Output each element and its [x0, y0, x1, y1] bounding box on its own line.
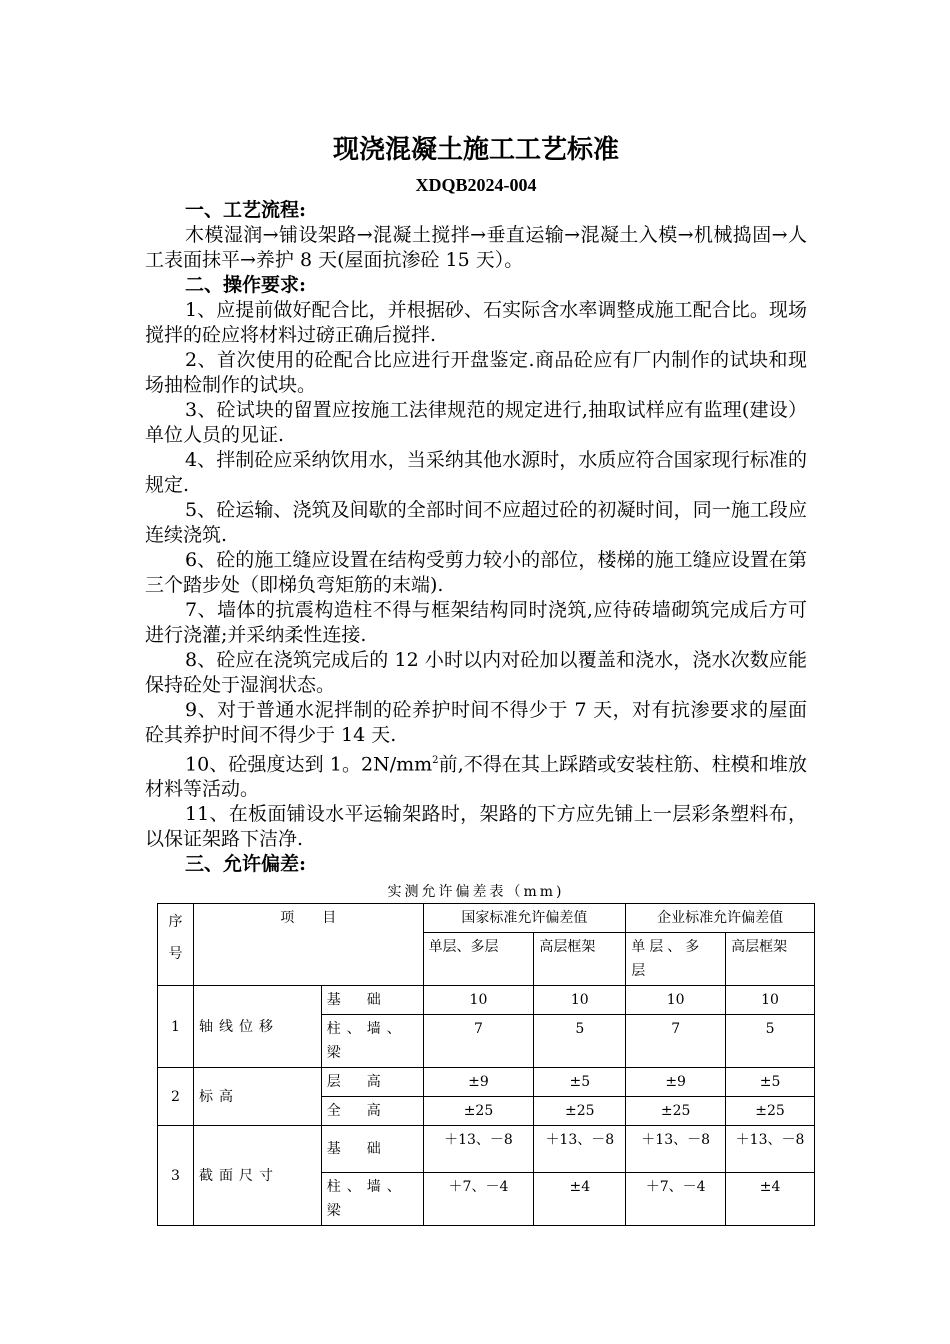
row-no: 2	[158, 1068, 194, 1126]
table-cell: ±9	[423, 1068, 534, 1097]
section-heading-tolerance: 三、允许偏差:	[185, 853, 307, 876]
requirement-item: 5、砼运输、浇筑及间歇的全部时间不应超过砼的初凝时间，同一施工段应连续浇筑.	[145, 499, 807, 546]
table-header-row	[158, 904, 815, 933]
header-item: 项 目	[193, 904, 423, 986]
row-item-name: 轴线位移	[193, 986, 321, 1068]
table-cell: ±4	[534, 1173, 626, 1226]
section-heading-process: 一、工艺流程:	[185, 199, 307, 221]
table-cell: 7	[423, 1015, 534, 1068]
table-cell: ±25	[534, 1097, 626, 1126]
document-title: 现浇混凝土施工工艺标准	[332, 135, 619, 165]
table-cell: ＋13、－8	[726, 1126, 815, 1173]
table-caption: 实测允许偏差表（mm)	[387, 884, 565, 901]
header-national: 国家标准允许偏差值	[423, 904, 626, 933]
req10-superscript: 2	[432, 755, 439, 766]
requirement-item: 9、对于普通水泥拌制的砼养护时间不得少于 7 天，对有抗渗要求的屋面砼其养护时间不得少于 14 天.	[145, 699, 807, 746]
table-cell: 10	[423, 986, 534, 1015]
requirement-item: 11、在板面铺设水平运输架路时，架路的下方应先铺上一层彩条塑料布，以保证架路下洁净.	[145, 803, 807, 851]
table-cell: 10	[726, 986, 815, 1015]
table-cell: ±25	[726, 1097, 815, 1126]
table-cell: ＋13、－8	[626, 1126, 726, 1173]
table-row	[158, 1068, 815, 1097]
table-cell: ±5	[726, 1068, 815, 1097]
header-enterprise: 企业标准允许偏差值	[626, 904, 815, 933]
table-cell: ±5	[534, 1068, 626, 1097]
process-flow-text: 木模湿润→铺设架路→混凝土搅拌→垂直运输→混凝土入模→机械捣固→人工表面抹平→养护 8 天(屋面抗渗砼 15 天）。	[145, 224, 807, 271]
table-cell: ＋7、－4	[626, 1173, 726, 1226]
table-cell: 5	[726, 1015, 815, 1068]
row-sub-item: 层 高	[321, 1068, 423, 1097]
requirement-item: 6、砼的施工缝应设置在结构受剪力较小的部位，楼梯的施工缝应设置在第三个踏步处（即梯负弯矩筋的末端).	[145, 549, 807, 596]
table-cell: ±9	[626, 1068, 726, 1097]
table-cell: 10	[626, 986, 726, 1015]
row-no: 3	[158, 1126, 194, 1226]
requirement-item: 1、应提前做好配合比，并根据砂、石实际含水率调整成施工配合比。现场搅拌的砼应将材料过磅正确后搅拌.	[145, 299, 807, 346]
header-no: 序号	[158, 904, 194, 986]
table-cell: 7	[626, 1015, 726, 1068]
table-cell: 10	[534, 986, 626, 1015]
header-high-frame-2: 高层框架	[726, 933, 815, 986]
table-row	[158, 986, 815, 1015]
row-sub-item: 基 础	[321, 1126, 423, 1173]
table-cell: ＋13、－8	[534, 1126, 626, 1173]
row-item-name: 标高	[193, 1068, 321, 1126]
document-code: XDQB2024-004	[415, 175, 537, 195]
req10-text-before: 10、砼强度达到 1。2N/mm	[185, 753, 433, 776]
row-no: 1	[158, 986, 194, 1068]
tolerance-table	[157, 903, 815, 1226]
req10-text-after: 前,不得在其上踩踏或安装柱筋、柱模和堆放材料等活动。	[145, 753, 808, 801]
row-sub-item: 柱、墙、梁	[321, 1173, 423, 1226]
table-cell: ＋13、－8	[423, 1126, 534, 1173]
row-sub-item: 柱、墙、梁	[321, 1015, 423, 1068]
header-high-frame: 高层框架	[534, 933, 626, 986]
table-row	[158, 1126, 815, 1173]
requirement-item: 4、拌制砼应采纳饮用水，当采纳其他水源时，水质应符合国家现行标准的规定.	[145, 449, 807, 496]
header-single-multi-2: 单层、多层	[626, 933, 726, 986]
requirement-item-10	[145, 748, 807, 802]
requirement-item: 2、首次使用的砼配合比应进行开盘鉴定.商品砼应有厂内制作的试块和现场抽检制作的试块。	[145, 349, 807, 396]
table-cell: ±4	[726, 1173, 815, 1226]
requirement-item: 8、砼应在浇筑完成后的 12 小时以内对砼加以覆盖和浇水，浇水次数应能保持砼处于湿润状态。	[145, 649, 807, 696]
table-cell: ±25	[423, 1097, 534, 1126]
section-heading-requirements: 二、操作要求:	[185, 274, 307, 296]
table-cell: 5	[534, 1015, 626, 1068]
row-sub-item: 基 础	[321, 986, 423, 1015]
requirement-item: 3、砼试块的留置应按施工法律规范的规定进行,抽取试样应有监理(建设）单位人员的见证.	[145, 399, 807, 446]
row-item-name: 截面尺寸	[193, 1126, 321, 1226]
table-cell: ＋7、－4	[423, 1173, 534, 1226]
document-page	[145, 128, 807, 1226]
header-single-multi: 单层、多层	[423, 933, 534, 986]
requirement-item: 7、墙体的抗震构造柱不得与框架结构同时浇筑,应待砖墙砌筑完成后方可进行浇灌;并采纳柔性连接.	[145, 599, 807, 646]
table-cell: ±25	[626, 1097, 726, 1126]
row-sub-item: 全 高	[321, 1097, 423, 1126]
